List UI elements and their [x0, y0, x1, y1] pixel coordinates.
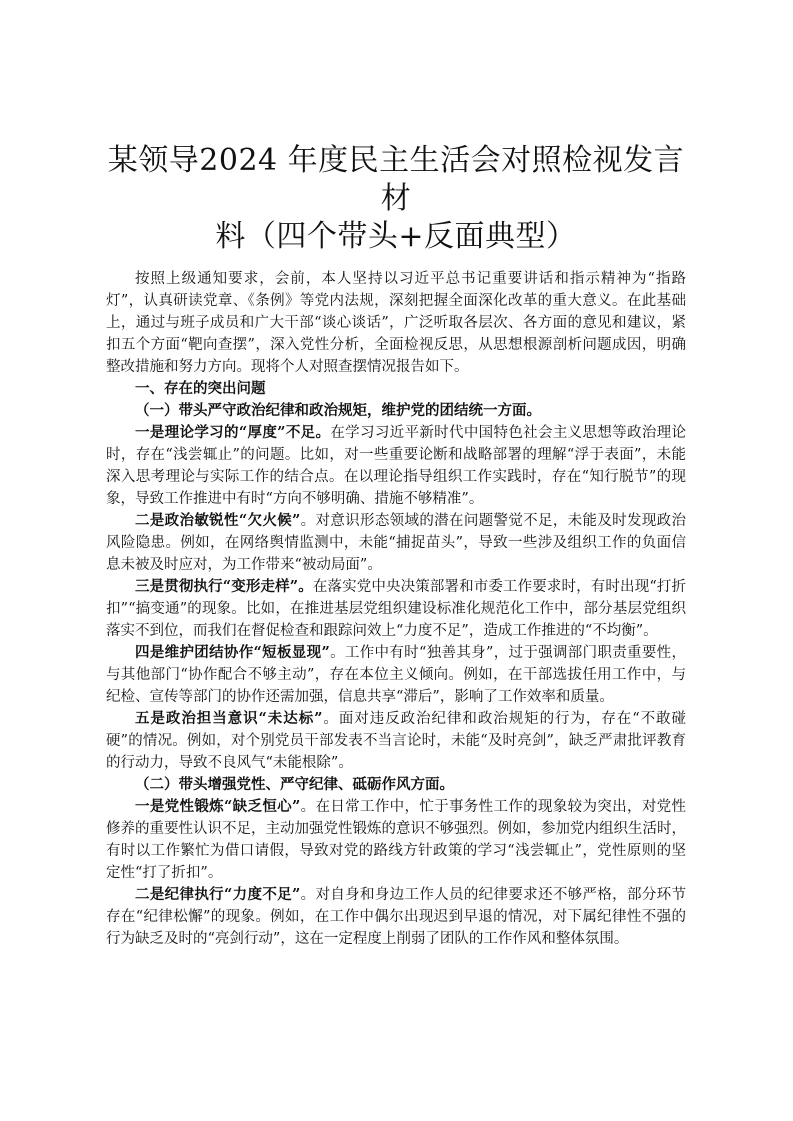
problem-text: 。工作中有时“独善其身”，过于强调部门职责重要性，与其他部门“协作配合不够主动”，存在本位主义倾向。例如，在干部选拔任用工作中，与纪检、宣传等部门的协作还需加强，信息共享“滞后”，影响了工作效率和质量。 — [106, 645, 686, 705]
problem-lead: 一是理论学习的“厚度”不足。 — [135, 424, 331, 441]
problem-paragraph-1-4 — [106, 642, 686, 708]
document-title-line-2: 料（四个带头+反面典型） — [215, 219, 577, 254]
intro-paragraph: 按照上级通知要求，会前，本人坚持以习近平总书记重要讲话和指示精神为“指路灯”，认真研读党章、《条例》等党内法规，深刻把握全面深化改革的重大意义。在此基础上，通过与班子成员和广大干部“谈心谈话”，广泛听取各层次、各方面的意见和建议，紧扣五个方面“靶向查摆”，深入党性分析，全面检视反思，从思想根源剖析问题成因，明确整改措施和努力方向。现将个人对照查摆情况报告如下。 — [106, 271, 686, 375]
problem-text: 在学习习近平新时代中国特色社会主义思想等政治理论时，存在“浅尝辄止”的问题。比如，对一些重要论断和战略部署的理解“浮于表面”，未能深入思考理论与实际工作的结合点。在以理论指导组织工作实践时，存在“知行脱节”的现象，导致工作推进中有时“方向不够明确、措施不够精准”。 — [106, 425, 686, 507]
problem-text: 。对意识形态领域的潜在问题警觉不足，未能及时发现政治风险隐患。例如，在网络舆情监测中，未能“捕捉苗头”，导致一些涉及组织工作的负面信息未被及时应对，为工作带来“被动局面”。 — [106, 513, 686, 573]
problem-paragraph-1-3 — [106, 576, 686, 642]
problem-text: 。在日常工作中，忙于事务性工作的现象较为突出，对党性修养的重要性认识不足，主动加强党性锻炼的意识不够强烈。例如，参加党内组织生活时，有时以工作繁忙为借口请假，导致对党的路线方针政策的学习“浅尝辄止”，党性原则的坚定性“打了折扣”。 — [106, 799, 686, 881]
subsection-heading-1: （一）带头严守政治纪律和政治规矩，维护党的团结统一方面。 — [135, 402, 541, 419]
document-title — [106, 142, 686, 256]
problem-text: 。对自身和身边工作人员的纪律要求还不够严格，部分环节存在“纪律松懈”的现象。例如，在工作中偶尔出现迟到早退的情况，对下属纪律性不强的行为缺乏及时的“亮剑行动”，这在一定程度上削弱了团队的工作作风和整体氛围。 — [106, 887, 686, 947]
section-heading: 一、存在的突出问题 — [135, 380, 266, 397]
subsection-heading-2: （二）带头增强党性、严守纪律、砥砺作风方面。 — [135, 776, 454, 793]
problem-paragraph-2-2 — [106, 884, 686, 950]
problem-paragraph-2-1 — [106, 796, 686, 884]
problem-lead: 一是党性锻炼“缺乏恒心” — [135, 798, 301, 815]
problem-lead: 二是纪律执行“力度不足” — [135, 886, 301, 903]
problem-paragraph-1-5 — [106, 708, 686, 774]
document-title-line-1: 某领导2024 年度民主生活会对照检视发言材 — [107, 143, 685, 216]
problem-text: 在落实党中央决策部署和市委工作要求时，有时出现“打折扣”“搞变通”的现象。比如，在推进基层党组织建设标准化规范化工作中，部分基层党组织落实不到位，而我们在督促检查和跟踪问效上“力度不足”，造成工作推进的“不均衡”。 — [106, 579, 686, 639]
problem-paragraph-1-2 — [106, 510, 686, 576]
problem-lead: 二是政治敏锐性“欠火候” — [135, 512, 301, 529]
problem-lead: 四是维护团结协作“短板显现” — [135, 644, 330, 661]
document-body — [106, 142, 686, 950]
problem-lead: 三是贯彻执行“变形走样”。 — [135, 578, 313, 595]
problem-lead: 五是政治担当意识“未达标” — [135, 710, 323, 727]
problem-text: 。面对违反政治纪律和政治规矩的行为，存在“不敢碰硬”的情况。例如，对个别党员干部发表不当言论时，未能“及时亮剑”，缺乏严肃批评教育的行动力，导致不良风气“未能根除”。 — [106, 711, 686, 771]
problem-paragraph-1-1 — [106, 422, 686, 510]
